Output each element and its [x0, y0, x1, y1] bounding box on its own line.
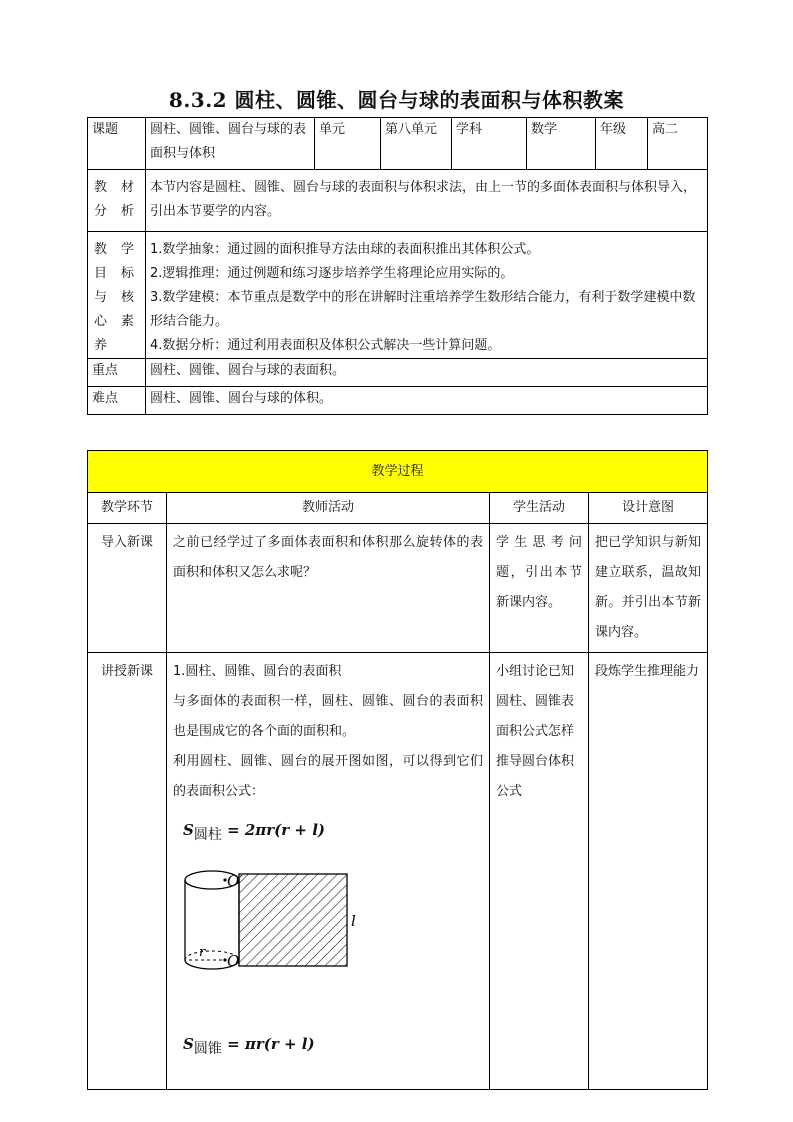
subject-label: 学科: [452, 118, 527, 170]
analysis-text: 本节内容是圆柱、圆锥、圆台与球的表面积与体积求法，由上一节的多面体表面积与体积导入，引出本节要学的内容。: [146, 170, 708, 232]
intro-design: 把已学知识与新知建立联系，温故知新。并引出本节新课内容。: [589, 524, 708, 653]
info-table: [87, 117, 708, 415]
formula-cone: S圆锥 = πr(r + l): [183, 1035, 315, 1057]
formula-cylinder: S圆柱 = 2πr(r + l): [183, 821, 325, 843]
lesson-paragraph: 与多面体的表面积一样，圆柱、圆锥、圆台的表面积也是围成它的各个面的面积和。: [173, 694, 483, 739]
key-label: 重点: [88, 359, 146, 387]
page-title: 8.3.2 圆柱、圆锥、圆台与球的表面积与体积教案: [168, 88, 625, 112]
label-height: l: [351, 912, 356, 930]
label-bottom-center: O: [227, 952, 240, 970]
goals-list: [146, 232, 708, 359]
course-label: 课题: [88, 118, 146, 170]
process-table: [87, 450, 708, 1090]
unit-value: 第八单元: [381, 118, 452, 170]
cylinder-net-figure: [179, 864, 359, 989]
grade-value: 高二: [648, 118, 708, 170]
goal-item: 4.数据分析：通过利用表面积及体积公式解决一些计算问题。: [150, 338, 501, 353]
course-value: 圆柱、圆锥、圆台与球的表面积与体积: [146, 118, 315, 170]
label-top-center: O′: [227, 872, 243, 890]
lateral-surface: [239, 874, 347, 966]
intro-teacher: 之前已经学过了多面体表面积和体积那么旋转体的表面积和体积又怎么求呢？: [167, 524, 490, 653]
goal-item: 2.逻辑推理：通过例题和练习逐步培养学生将理论应用实际的。: [150, 266, 514, 281]
lesson-paragraph: 利用圆柱、圆锥、圆台的展开图如图，可以得到它们的表面积公式：: [173, 754, 483, 799]
process-banner: 教学过程: [88, 451, 708, 493]
analysis-label: 教 材 分 析: [88, 170, 146, 232]
subject-value: 数学: [527, 118, 596, 170]
lesson-teacher: [167, 653, 490, 1090]
header-design: 设计意图: [589, 493, 708, 524]
goals-label: 教 学 目 标 与 核 心 素 养: [88, 232, 146, 359]
header-stage: 教学环节: [88, 493, 167, 524]
header-student: 学生活动: [490, 493, 589, 524]
intro-student: 学生思考问题，引出本节新课内容。: [490, 524, 589, 653]
key-text: 圆柱、圆锥、圆台与球的表面积。: [146, 359, 708, 387]
label-radius: r: [199, 945, 206, 960]
grade-label: 年级: [596, 118, 648, 170]
difficult-label: 难点: [88, 387, 146, 415]
lesson-student: 小组讨论已知圆柱、圆锥表面积公式怎样推导圆台体积公式: [490, 653, 589, 1090]
goal-item: 1.数学抽象：通过圆的面积推导方法由球的表面积推出其体积公式。: [150, 242, 540, 257]
unit-label: 单元: [315, 118, 381, 170]
lesson-stage: 讲授新课: [88, 653, 167, 1090]
lesson-design: 段炼学生推理能力: [589, 653, 708, 1090]
header-teacher: 教师活动: [167, 493, 490, 524]
intro-stage: 导入新课: [88, 524, 167, 653]
difficult-text: 圆柱、圆锥、圆台与球的体积。: [146, 387, 708, 415]
lesson-heading: 1.圆柱、圆锥、圆台的表面积: [173, 664, 342, 679]
goal-item: 3.数学建模：本节重点是数学中的形在讲解时注重培养学生数形结合能力，有利于数学建模中数形结合能力。: [150, 290, 696, 329]
